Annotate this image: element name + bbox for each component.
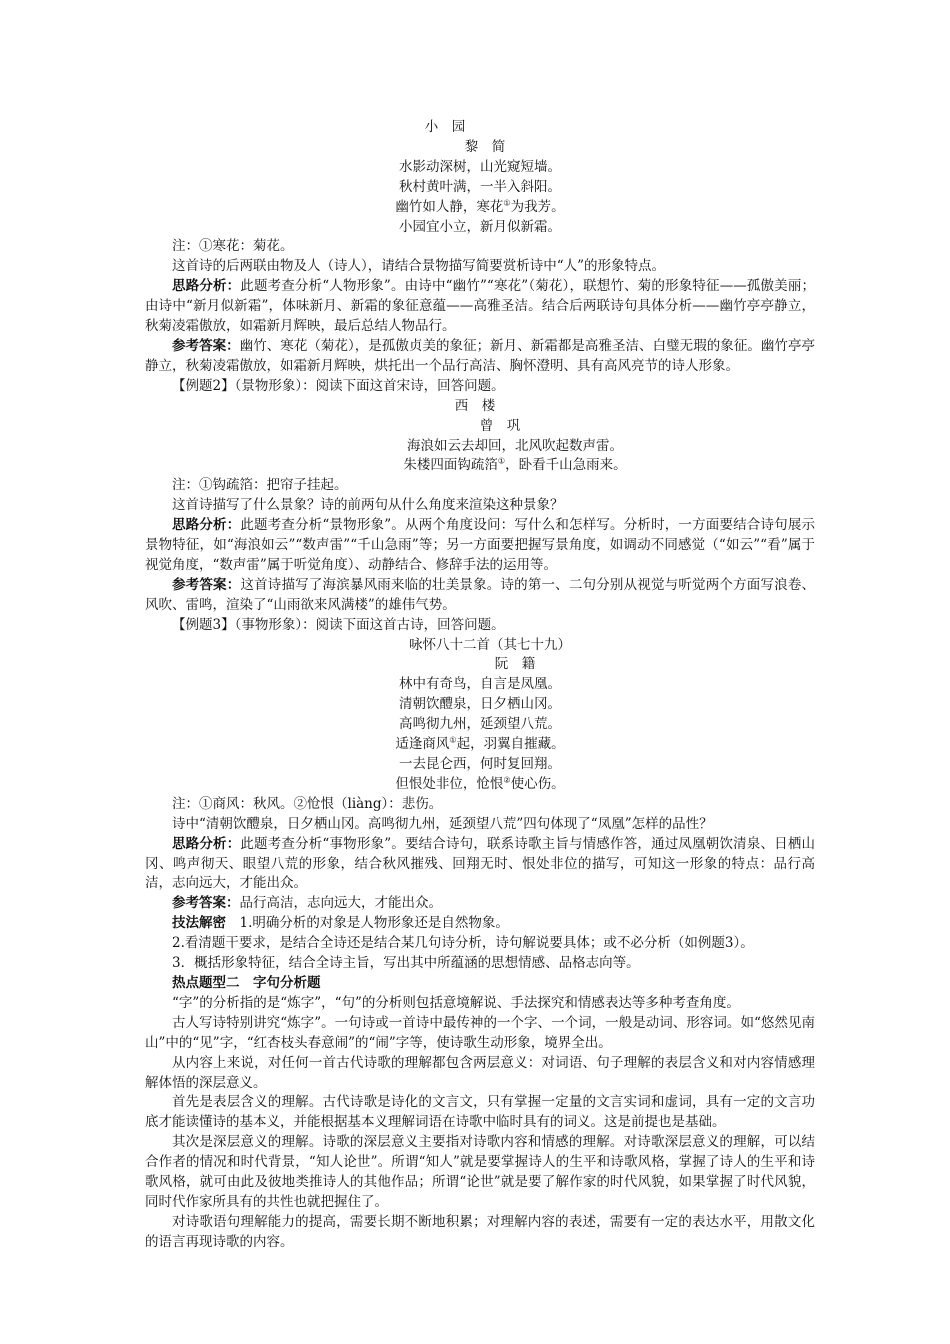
poem-line: 水影动深树，山光窥短墙。 xyxy=(399,158,561,175)
analysis-label: 思路分析： xyxy=(172,278,241,295)
question-text: 这首诗描写了什么景象？诗的前两句从什么角度来渲染这种景象？ xyxy=(172,497,564,514)
analysis-paragraph xyxy=(145,835,815,895)
answer-label: 参考答案： xyxy=(172,576,241,593)
poem-line xyxy=(145,735,815,755)
tip-text: 1.明确分析的对象是人物形象还是自然物象。 xyxy=(239,915,509,932)
poem-line: 高鸣彻九州，延颈望八荒。 xyxy=(399,716,561,733)
poem-note: 注：①钩疏箔：把帘子挂起。 xyxy=(172,477,348,494)
poem-note: 注：①寒花：菊花。 xyxy=(172,238,294,255)
poem-line-part: 适逢商风 xyxy=(395,736,450,753)
body-paragraph: 首先是表层含义的理解。古代诗歌是诗化的文言文，只有掌握一定量的文言实词和虚词，具有一定的文言功底才能读懂诗的基本义，并能根据基本义理解词语在诗歌中临时具有的词义。这是前提也是基础。 xyxy=(145,1094,815,1131)
analysis-label: 思路分析： xyxy=(172,835,241,852)
example-heading: 【例题3】（事物形象）：阅读下面这首古诗，回答问题。 xyxy=(172,616,505,633)
poem-line-part: ，卧看千山急雨来。 xyxy=(505,457,627,474)
section-heading: 热点题型二 字句分析题 xyxy=(172,974,321,991)
body-paragraph: “字”的分析指的是“炼字”，“句”的分析则包括意境解说、手法探究和情感表达等多种考查角度。 xyxy=(172,994,740,1011)
poem-line-part: 朱楼四面钩疏箔 xyxy=(403,457,498,474)
poem-line-part: 使心伤。 xyxy=(510,775,565,792)
body-paragraph: 其次是深层意义的理解。诗歌的深层意义主要指对诗歌内容和情感的理解。对诗歌深层意义的理解，可以结合作者的情况和时代背景，“知人论世”。所谓“知人”就是要掌握诗人的生平和诗歌风格，掌握了诗人的生平和诗歌风格，就可由此及彼地类推诗人的其他作品；所谓“论世”就是要了解作家的时代风貌，如果掌握了时代风貌，同时代作家所具有的共性也就把握住了。 xyxy=(145,1134,815,1210)
poem-line-part: 但恨处非位，怆恨 xyxy=(395,775,504,792)
tip-paragraph xyxy=(145,914,815,934)
poem-author: 阮 籍 xyxy=(494,656,536,673)
footnote-marker: ① xyxy=(449,735,457,745)
answer-paragraph xyxy=(145,894,815,914)
poem-line: 一去昆仑西，何时复回翔。 xyxy=(399,756,561,772)
question-text: 诗中“清朝饮醴泉，日夕栖山冈。高鸣彻九州，延颈望八荒”四句体现了“凤凰”怎样的品性？ xyxy=(172,815,713,832)
answer-label: 参考答案： xyxy=(172,337,240,354)
answer-text: 幽竹、寒花（菊花），是孤傲贞美的象征；新月、新霜都是高雅圣洁、白璧无瑕的象征。幽竹亭亭静立，秋菊凌霜傲放，如霜新月辉映，烘托出一个品行高洁、胸怀澄明、具有高风亮节的诗人形象。 xyxy=(145,337,815,374)
poem-author: 黎 简 xyxy=(464,138,506,155)
question-text: 这首诗的后两联由物及人（诗人），请结合景物描写简要赏析诗中“人”的形象特点。 xyxy=(172,258,666,275)
poem-line: 小园宜小立，新月似新霜。 xyxy=(399,218,561,235)
tips-label: 技法解密 xyxy=(172,915,226,932)
body-paragraph: 古人写诗特别讲究“炼字”。一句诗或一首诗中最传神的一个字、一个词，一般是动词、形容词。如“悠然见南山”中的“见”字，“红杏枝头春意闹”的“闹”字等，使诗歌生动形象，境界全出。 xyxy=(145,1014,815,1051)
answer-label: 参考答案： xyxy=(172,895,240,912)
poem-line-part: 起，羽翼自摧藏。 xyxy=(456,736,565,753)
footnote-marker: ② xyxy=(503,775,511,785)
body-paragraph: 对诗歌语句理解能力的提高，需要长期不断地积累；对理解内容的表述，需要有一定的表达水平，用散文化的语言再现诗歌的内容。 xyxy=(145,1213,815,1250)
analysis-text: 此题考查分析“人物形象”。由诗中“幽竹”“寒花”（菊花），联想竹、菊的形象特征——孤傲美丽；由诗中“新月似新霜”，体味新月、新霜的象征意蕴——高雅圣洁。结合后两联诗句具体分析——幽竹亭亭静立，秋菊凌霜傲放，如霜新月辉映，最后总结人物品行。 xyxy=(145,278,815,335)
poem-line xyxy=(215,456,815,476)
poem-line: 清朝饮醴泉，日夕栖山冈。 xyxy=(399,696,561,713)
poem-line xyxy=(145,198,815,218)
poem-line-part: 为我芳。 xyxy=(510,198,565,215)
analysis-label: 思路分析： xyxy=(172,517,241,534)
example-heading: 【例题2】（景物形象）：阅读下面这首宋诗，回答问题。 xyxy=(172,377,505,394)
document-page xyxy=(145,118,815,1253)
poem-line xyxy=(145,775,815,795)
poem-line: 林中有奇鸟，自言是凤凰。 xyxy=(399,676,561,693)
body-paragraph: 从内容上来说，对任何一首古代诗歌的理解都包含两层意义：对词语、句子理解的表层含义和对内容情感理解体悟的深层意义。 xyxy=(145,1054,815,1091)
footnote-marker: ① xyxy=(503,198,511,208)
footnote-marker: ① xyxy=(497,456,506,466)
answer-text: 品行高洁，志向远大，才能出众。 xyxy=(239,895,442,912)
analysis-paragraph xyxy=(145,516,815,576)
poem-line: 秋村黄叶满，一半入斜阳。 xyxy=(399,178,561,195)
poem-title: 小 园 xyxy=(424,119,466,135)
poem-line-part: 幽竹如人静，寒花 xyxy=(395,198,504,215)
answer-paragraph xyxy=(145,337,815,377)
answer-text: 这首诗描写了海滨暴风雨来临的壮美景象。诗的第一、二句分别从视觉与听觉两个方面写浪卷、风吹、雷鸣，渲染了“山雨欲来风满楼”的雄伟气势。 xyxy=(145,576,816,613)
tip-paragraph: 3．概括形象特征，结合全诗主旨，写出其中所蕴涵的思想情感、品格志向等。 xyxy=(172,955,640,972)
analysis-paragraph xyxy=(145,277,815,337)
tip-paragraph: 2.看清题干要求，是结合全诗还是结合某几句诗分析，诗句解说要具体；或不必分析（如例题3）。 xyxy=(172,935,754,952)
poem-title: 咏怀八十二首（其七十九） xyxy=(409,636,571,653)
poem-author: 曾 巩 xyxy=(479,417,521,434)
answer-paragraph xyxy=(145,576,815,616)
analysis-text: 此题考查分析“事物形象”。要结合诗句，联系诗歌主旨与情感作答，通过凤凰朝饮清泉、日栖山冈、鸣声彻天、眼望八荒的形象，结合秋风摧残、回翔无时、恨处非位的描写，可知这一形象的特点：品行高洁，志向远大，才能出众。 xyxy=(145,835,815,892)
poem-line: 海浪如云去却回，北风吹起数声雷。 xyxy=(407,437,623,454)
poem-title: 西 楼 xyxy=(454,397,496,414)
analysis-text: 此题考查分析“景物形象”。从两个角度设问：写什么和怎样写。分析时，一方面要结合诗句展示景物特征，如“海浪如云”“数声雷”“千山急雨”等；另一方面要把握写景角度，如调动不同感觉（“如云”“看”属于视觉角度，“数声雷”属于听觉角度）、动静结合、修辞手法的运用等。 xyxy=(145,517,815,573)
poem-note: 注：①商风：秋风。②怆恨（liàng）：悲伤。 xyxy=(172,795,443,812)
